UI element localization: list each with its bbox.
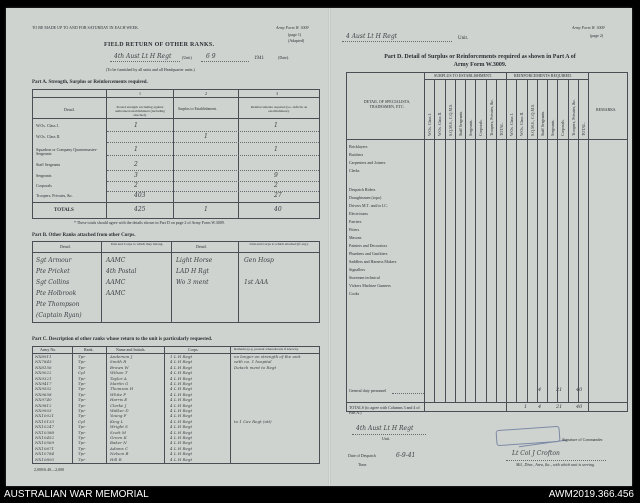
partA-row-label: W.Os. Class I. (36, 123, 59, 128)
form-adapted: (Adapted) (288, 38, 305, 43)
partA-col-reinf: Reinforcements required (i.e. deficits on establishment). (250, 105, 308, 113)
partC-row-name: Green K (110, 435, 127, 440)
partB-col-unit2: Unit and Corps to which attached (if any). (249, 242, 309, 246)
partD-title: Part D. Detail of Surplus or Reinforcements required as shown in Part A of Army Form W.3009. (384, 54, 576, 68)
partC-title: Part C. Description of other ranks whose return to the unit is particularly requested. (32, 337, 213, 342)
partD-reinf-rank-header: S.Q.M.S., C.Q.M.S. (529, 103, 535, 136)
partC-row-no: NX10452 (35, 435, 55, 440)
partB-row-detail: Pte Thompson (36, 301, 80, 308)
partA-row-posted: 2 (134, 161, 138, 168)
partA-row-rule (107, 181, 319, 182)
partC-row-name: Brown W (110, 364, 129, 370)
partD-reinf-rank-header: W.Os. Class II. (519, 111, 525, 136)
right-form-page: (page 2) (590, 33, 604, 38)
partD-reinf-rank-header: TOTAL. (580, 122, 586, 136)
partC-row-corps: 4 L H Regt (170, 435, 193, 440)
partC-col-name: Name and Initials. (116, 347, 146, 352)
partC-row-rank: Tpr (78, 413, 86, 419)
right-unit-label: Unit. (458, 36, 469, 41)
partC-row-corps: 4 L H Regt (170, 451, 193, 457)
partC-row-no: NX10893 (35, 456, 55, 462)
partB-row-detail2: Wo 3 ment (176, 279, 209, 286)
footer-credit: AUSTRALIAN WAR MEMORIAL (4, 489, 149, 500)
partC-row-no: NX10021 (35, 413, 55, 419)
trade-row: Farriers (349, 219, 362, 224)
date-label: (Date). (278, 55, 290, 60)
partD-col-line (445, 79, 446, 402)
partD-surplus-rank-header: Staff Sergeants. (457, 110, 463, 136)
partC-row-no: NX9502 (35, 386, 52, 392)
partC-row-corps: 4 L H Regt (170, 456, 193, 462)
partC-row-name: White P (110, 391, 126, 397)
partD-reinf-rank-header: Sergeants. (550, 119, 555, 136)
trade-row: Electricians (349, 211, 368, 216)
date-despatch-label: Date of Despatch (348, 453, 376, 458)
partC-row-rank: Cpl (78, 418, 85, 424)
partD-totals-label: TOTALS (to agree with Columns 3 and 4 of Part A.) (349, 405, 420, 415)
partA-row-reinf: 9 (274, 172, 278, 179)
unit-handwritten: 4th Aust Lt H Regt (114, 53, 172, 60)
partC-row-corps: 4 L H Regt (170, 375, 193, 381)
partC-row-name: Taylor A (110, 375, 127, 381)
partD-reinf-rank-header: Staff Sergeants. (539, 110, 545, 136)
partC-row-corps: 4 L H Regt (170, 413, 193, 419)
partC-row-no: NX9812 (35, 402, 52, 408)
partC-row-rank: Tpr (78, 386, 86, 392)
partC-row-no: NX10133 (35, 418, 55, 424)
partD-reinf-rank-header: Troopers, Privates, &c. (570, 98, 576, 136)
partD-surplus-rank-header: S.Q.M.S., C.Q.M.S. (447, 103, 453, 136)
partC-row-no: NX10671 (35, 445, 55, 451)
partC-row-rank: Tpr (78, 424, 86, 430)
partC-row-no: NX10569 (35, 440, 55, 446)
sign-title: Mil., Divn., Area, &c., with which unit is serving. (516, 462, 595, 467)
partC-row-corps: 4 L H Regt (170, 397, 193, 403)
partD-group-reinf: REINFORCEMENTS REQUIRED. (514, 73, 573, 78)
print-code: 2,000/6.40—2,000 (34, 467, 65, 472)
partA-row-reinf: 1 (274, 122, 278, 129)
partD-col-line (578, 79, 579, 402)
partB-row-detail: Pte Holbrook (36, 290, 77, 297)
partA-row-reinf: 2 (274, 182, 278, 189)
partA-col-detail: Detail. (64, 107, 75, 112)
trade-row: Signallers (349, 267, 365, 272)
partC-row-name: Walker D (110, 408, 129, 413)
partD-col-line (557, 79, 558, 402)
partA-row-posted: 3 (134, 172, 138, 179)
partC-row-corps: 4 L H Regt (170, 418, 193, 424)
trade-row: Despatch Riders (349, 187, 376, 192)
date-despatch-value: 6-9-41 (396, 452, 416, 459)
partC-row-corps: 4 L H Regt (170, 408, 193, 413)
commander-signature: Lt Col J Crofton (512, 450, 560, 457)
partA-row-label: W.Os. Class II. (36, 134, 61, 139)
trade-row: Drivers M.T. and/or I.C. (349, 203, 388, 208)
partC-row-corps: 1 L H Regt (170, 354, 193, 359)
trade-row: Butchers (349, 152, 364, 157)
partC-row-corps: 4 L H Regt (170, 386, 193, 392)
trade-row: Fitters (349, 227, 360, 232)
partA-row-reinf: 27 (274, 192, 282, 199)
partA-col-posted: Posted strength excluding against authorised establishment (including attached). (115, 105, 165, 117)
partD-col-line (434, 79, 435, 402)
partC-row-rank: Tpr (78, 402, 86, 408)
partC-row-name: Thomson H (110, 386, 134, 392)
partC-col-corps: Corps. (188, 347, 199, 352)
partD-surplus-rank-header: Sergeants. (468, 119, 473, 136)
trade-row: Clerks (349, 168, 360, 173)
year: 1941 (254, 56, 264, 61)
partC-row-remarks: no longer on strength of the unit (234, 354, 301, 359)
partD-reinf-rank-header: W.Os. Class I. (509, 113, 514, 136)
partB-row-unit: AAMC (106, 257, 126, 264)
partA-row-rule (107, 131, 319, 132)
partA-total-c1: 425 (134, 206, 146, 213)
partB-row-detail: Sgt Collins (36, 279, 70, 286)
trade-row: Plumbers and Gasfitters (349, 251, 388, 256)
partC-row-name: Martin G (110, 381, 129, 386)
partC-row-rank: Tpr (78, 397, 86, 403)
partA-row-posted: 1 (134, 146, 138, 153)
trade-row: Vickers Machine Gunners (349, 283, 391, 288)
footer-accession-number: AWM2019.366.456 (548, 489, 634, 500)
partC-row-name: Young F (110, 413, 127, 419)
partC-row-no: NX9022 (35, 370, 52, 376)
partC-row-name: Anderson J (110, 354, 133, 359)
partB-col-unit: Unit and Corps to which they belong. (110, 242, 164, 246)
time-label: Time. (358, 462, 368, 467)
partB-row-unit: AAMC (106, 290, 126, 297)
partC-row-rank: Tpr (78, 435, 86, 440)
partC-row-corps: 4 L H Regt (170, 381, 193, 386)
partA-row-label: Corporals (36, 183, 52, 188)
partC-row-corps: 4 L H Regt (170, 402, 193, 408)
partC-row-corps: 4 L H Regt (170, 370, 193, 376)
trade-row: Storemen technical (349, 275, 380, 280)
partC-row-rank: Tpr (78, 381, 86, 386)
partC-row-rank: Tpr (78, 375, 86, 381)
partC-row-no: NX8911 (35, 354, 52, 359)
partC-row-rank: Tpr (78, 354, 86, 359)
partC-row-rank: Tpr (78, 364, 86, 370)
general-duty-value-3: 40 (576, 387, 583, 393)
signature-label: Signature of Commander. (562, 437, 604, 442)
partA-row-posted: 1 (134, 122, 138, 129)
partA-row-rule (107, 142, 319, 143)
partC-row-rank: Tpr (78, 440, 86, 446)
partC-row-no: NX9658 (35, 391, 52, 397)
partB-row-unit: AAMC (106, 279, 126, 286)
partD-col-line (527, 79, 528, 402)
partC-row-no: NX9740 (35, 397, 52, 403)
partC-col-remarks: Remarks (e.g. present whereabouts if known). (234, 347, 299, 351)
partD-surplus-rank-header: W.Os. Class II. (437, 111, 443, 136)
partC-row-corps: 4 L H Regt (170, 440, 193, 446)
partC-row-rank: Tpr (78, 445, 86, 451)
partC-row-name: Wright S (110, 424, 128, 430)
partC-row-name: Harris E (110, 397, 128, 403)
partD-col-line (496, 79, 497, 402)
right-unit-handwritten: 4 Aust Lt H Regt (346, 33, 398, 40)
partC-row-name: King L (110, 418, 124, 424)
partA-row-rule (107, 170, 319, 171)
partB-col-detail2: Detail. (196, 244, 207, 249)
partB-row-detail2: LAD H Rgt (176, 268, 209, 275)
partA-note: * These totals should agree with the details shown in Part D on page 2 of Army Form W.3009. (74, 220, 225, 225)
partA-row-surplus: 1 (204, 133, 208, 140)
partC-row-rank: Tpr (78, 456, 86, 462)
partD-col-detail: DETAIL OF SPECIALISTS, TRADESMEN, ETC. (363, 99, 411, 109)
date-handwritten: 6 9 (206, 53, 216, 60)
partC-row-no: NX8156 (35, 364, 52, 370)
partC-row-no: NX7843 (35, 359, 52, 365)
partC-row-no: NX10247 (35, 424, 55, 430)
partC-row-name: Clarke J (110, 402, 127, 408)
partC-row-corps: 4 L H Regt (170, 359, 193, 365)
partC-row-corps: 4 L H Regt (170, 364, 193, 370)
page-fold (328, 8, 331, 486)
partA-row-label: Troopers, Privates, &c. (36, 193, 74, 198)
partA-row-posted: 403 (134, 192, 146, 199)
trade-row: Cooks (349, 291, 360, 296)
partA-row-rule (107, 155, 319, 156)
hq-unit-label: Unit. (382, 436, 391, 441)
partD-col-line (465, 79, 466, 402)
partD-group-surplus: SURPLUS TO ESTABLISHMENT. (434, 73, 493, 78)
general-duty-value-2: 21 (556, 387, 563, 393)
partD-col-line (475, 79, 476, 402)
right-form-ref: Army Form W. 3009 (572, 25, 605, 30)
partD-total-3: 21 (556, 404, 563, 410)
partD-col-line (547, 79, 548, 402)
partD-surplus-rank-header: TOTAL. (498, 122, 504, 136)
form-page: (page 1) (288, 32, 302, 37)
general-duty-value-1: 4 (538, 387, 542, 393)
partC-row-corps: 4 L H Regt (170, 429, 193, 435)
trade-row: Carpenters and Joiners (349, 160, 386, 165)
partA-total-label: TOTALS (54, 208, 74, 213)
partC-row-corps: 4 L H Regt (170, 424, 193, 430)
partC-row-rank: Tpr (78, 451, 86, 457)
partC-row-no: NX9903 (35, 408, 52, 413)
subtitle: (To be furnished by all units and all Headquarter units.) (106, 67, 195, 72)
partC-row-rank: Cpl (78, 370, 85, 376)
partC-row-rank: Tpr (78, 359, 86, 365)
partA-title: Part A. Strength, Surplus or Reinforcements required. (32, 80, 148, 85)
partA-row-label: Staff Sergeants (36, 162, 61, 167)
partA-row-label: Squadron or Company Quartermaster-Sergeants (36, 147, 98, 157)
partD-col-line (486, 79, 487, 402)
partC-row-remarks: to 1 Cav Regt (att) (234, 418, 272, 424)
partD-col-line (568, 79, 569, 402)
trade-row: Bricklayers (349, 144, 368, 149)
trade-row: Painters and Decorators (349, 243, 388, 248)
partC-col-no: Army No. (40, 347, 57, 352)
partD-col-line (455, 79, 456, 402)
partC-row-remarks: with no. 1 hospital (234, 359, 272, 365)
partC-row-rank: Tpr (78, 408, 86, 413)
partC-col-rank: Rank. (84, 347, 94, 352)
partC-row-remarks: Detach ment to Regt (234, 364, 277, 370)
unit-label: (Unit) (182, 55, 192, 60)
document-sheet: TO BE MADE UP TO AND FOR SATURDAY IN EACH WEEK. Army Form W. 3009 (page 1) (Adapted) FIELD RETURN OF OTHER RANKS. 4th Aust Lt H Regt (Unit) 6 9 1941 (Date). (To be furnished by all units and all Headquarter units.) Part A. Strength, Surplus or Reinforcements required. Detail. Posted strength excluding against authorised establishment (including attached). Surplus to Establishment. Reinforcements required (i.e. deficits on establishment). 1 2 3 W.Os. Class I. 1 1 W.Os. Class II. 1 Squadron or Company Quartermaster-Sergeants 1 1 Staff Sergeants 2 Sergeants 3 9 Corporals 2 2 Troopers, Privates, &c. 403 27 TOTALS 425 1 40 * These totals should agree with the details shown in Part D on page 2 of Army Form W.3009. Part B. Other Ranks attached from other Corps. Detail. Unit and Corps to which they belong. Detail. Unit and Corps to which attached (if any). Sgt Armour AAMC Light Horse Gen Hosp Pte Pricket 4th Postal LAD H Rgt Sgt Collins AAMC Wo 3 ment 1st AAA Pte Holbrook AAMC Pte Thompson (Captain Ryan) Part C. Description of other ranks whose return to the unit is particularly requested. Army No. Rank. Name and Initials. Corps. Remarks (e.g. present whereabouts if known). NX8911 Tpr Anderson J 1 L H Regt no longer on strength of the unit NX7843 Tpr Smith R 4 L H Regt with no. 1 hospital NX8156 Tpr Brown W 4 L H Regt Detach ment to Regt NX9022 Cpl Wilson T 4 L H Regt NX9321 Tpr Taylor A 4 L H Regt NX9417 Tpr Martin G 4 L H Regt NX9502 Tpr Thomson H 4 L H Regt NX9658 Tpr White P 4 L H Regt NX9740 Tpr Harris E 4 L H Regt NX9812 Tpr Clarke J 4 L H Regt NX9903 Tpr Walker D 4 L H Regt NX10021 Tpr Young F 4 L H Regt NX10133 Cpl King L 4 L H Regt to 1 Cav Regt (att) NX10247 Tpr Wright S 4 L H Regt NX10388 Tpr Scott M 4 L H Regt NX10452 Tpr Green K 4 L H Regt NX10569 Tpr Baker N 4 L H Regt NX10671 Tpr Adams C 4 L H Regt NX10784 Tpr Nelson B 4 L H Regt NX10893 Tpr Hill R 4 L H Regt 2,000/6.40—2,000 4 Aust Lt H Regt Unit. Army Form W. 3009 (page 2) Part D. Detail of Surplus or Reinforcements required as shown in Part A of Army Form W.3009. DETAIL OF SPECIALISTS, TRADESMEN, ETC. SURPLUS TO ESTABLISHMENT. REINFORCEMENTS REQUIRED. REMARKS. W.Os. Class I. W.Os. Class II. S.Q.M.S., C.Q.M.S. Staff Sergeants. Sergeants. Corporals. Troopers, Privates, &c. TOTAL. W.Os. Class I. W.Os. Class II. S.Q.M.S., C.Q.M.S. Staff Sergeants. Sergeants. Corporals. Troopers, Privates, &c. TOTAL. Bricklayers Butchers Carpenters and Joiners Clerks Despatch Riders Draughtsmen (topo) Drivers M.T. and/or I.C. Electricians Farriers Fitters Masons Painters and Decorators Plumbers and Gasfitters Saddlers and Harness Makers Signallers Storemen technical Vickers Machine Gunners Cooks General duty personnel 4 21 40 TOTALS (to agree with Columns 3 and 4 of Part A.) 1 4 21 40 4th Aust Lt H Regt Unit. Signature of Commander. Date of Despatch 6-9-41 Time. Lt Col J Crofton Mil., Divn., Area, &c., with which unit is serving. (6, 8, 632, 486)
partB-row-detail2: Light Horse (176, 257, 213, 264)
partA-row-posted: 2 (134, 182, 138, 189)
partD-col-remarks: REMARKS. (596, 107, 617, 112)
partB-row-detail: (Captain Ryan) (36, 312, 82, 319)
partC-row-name: Nelson B (110, 451, 129, 457)
partC-row-rank: Tpr (78, 429, 86, 435)
partD-reinf-rank-header: Corporals. (560, 119, 566, 136)
partD-col-line (537, 79, 538, 402)
partA-col-surplus: Surplus to Establishment. (178, 107, 217, 111)
partD-surplus-rank-header: Troopers, Privates, &c. (488, 98, 494, 136)
partA-row-label: Sergeants (36, 173, 52, 178)
partC-row-name: Scott M (110, 429, 126, 435)
partC-row-name: Smith R (110, 359, 127, 365)
partC-row-name: Hill R (110, 456, 122, 462)
partD-total-2: 4 (538, 404, 542, 410)
partB-row-unit2: Gen Hosp (244, 257, 274, 264)
partC-row-no: NX9321 (35, 375, 52, 381)
partB-row-unit: 4th Postal (106, 268, 137, 275)
partC-row-name: Baker N (110, 440, 127, 446)
partB-col-detail: Detail. (60, 244, 71, 249)
partC-row-no: NX10784 (35, 451, 55, 457)
partC-row-corps: 4 L H Regt (170, 391, 193, 397)
partC-row-no: NX10388 (35, 429, 55, 435)
partD-surplus-rank-header: Corporals. (478, 119, 484, 136)
partC-row-name: Adams C (110, 445, 129, 451)
top-note: TO BE MADE UP TO AND FOR SATURDAY IN EACH WEEK. (32, 25, 139, 30)
partB-row-unit2: 1st AAA (244, 279, 269, 286)
partB-title: Part B. Other Ranks attached from other Corps. (32, 233, 136, 238)
partA-total-c2: 1 (204, 206, 208, 213)
form-ref: Army Form W. 3009 (276, 25, 309, 30)
partC-row-corps: 4 L H Regt (170, 445, 193, 451)
partA-row-reinf: 1 (274, 146, 278, 153)
partD-total-1: 1 (524, 404, 528, 410)
partD-total-4: 40 (576, 404, 583, 410)
partC-row-no: NX9417 (35, 381, 52, 386)
page-title: FIELD RETURN OF OTHER RANKS. (104, 42, 215, 48)
partC-row-name: Wilson T (110, 370, 128, 376)
partB-row-detail: Pte Pricket (36, 268, 70, 275)
trade-row: Masons (349, 235, 362, 240)
partC-row-rank: Tpr (78, 391, 86, 397)
partA-total-c3: 40 (274, 206, 282, 213)
hq-unit-handwritten: 4th Aust Lt H Regt (356, 425, 414, 432)
general-duty-label: General duty personnel (349, 388, 387, 393)
trade-row: Saddlers and Harness Makers (349, 259, 397, 264)
partD-col-line (516, 79, 517, 402)
trade-row: Draughtsmen (topo) (349, 195, 382, 200)
partD-surplus-rank-header: W.Os. Class I. (427, 113, 432, 136)
partB-row-detail: Sgt Armour (36, 257, 72, 264)
